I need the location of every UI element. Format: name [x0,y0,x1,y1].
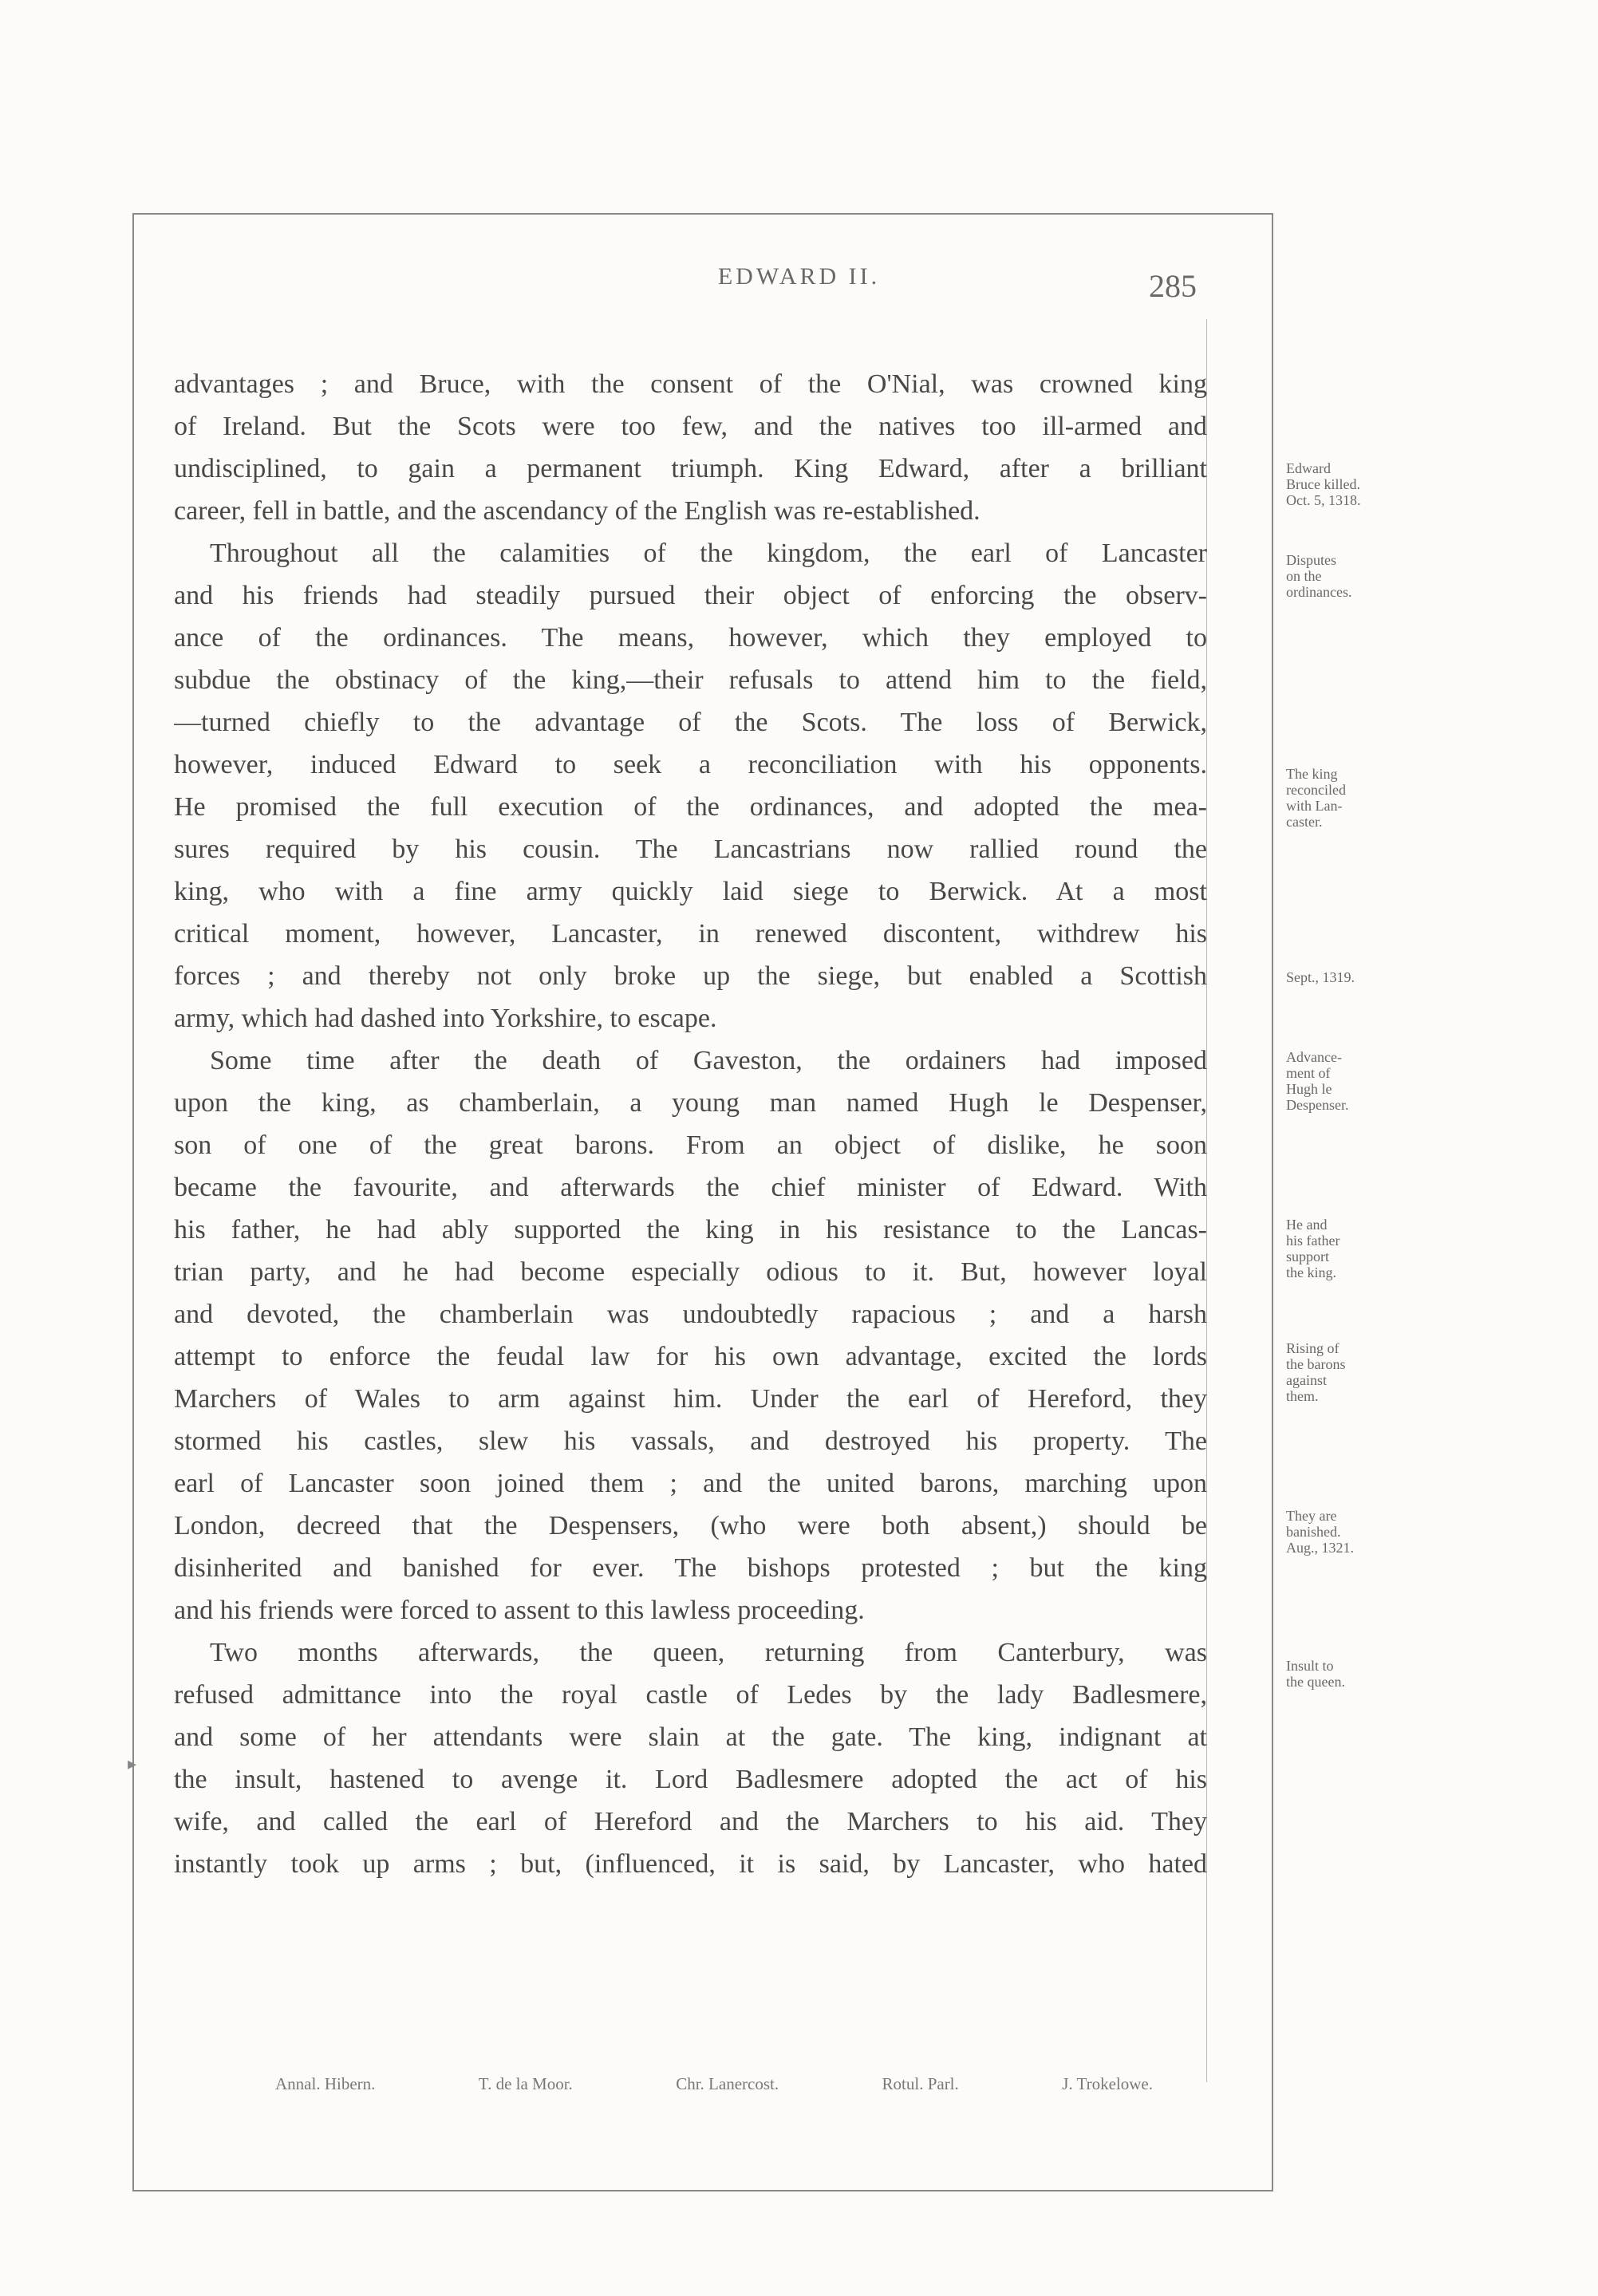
margin-note-line: The king [1286,766,1338,782]
text-line: attempt to enforce the feudal law for his own advantage, excited the lords [174,1342,1207,1371]
margin-note-line: his father [1286,1233,1340,1249]
margin-note-bruce-killed [1286,460,1430,508]
text-line: wife, and called the earl of Hereford and the Marchers to his aid. They [174,1807,1207,1836]
text-line: son of one of the great barons. From an object of dislike, he soon [174,1130,1207,1160]
text-line: and his friends had steadily pursued their object of enforcing the observ- [174,581,1207,610]
text-line: —turned chiefly to the advantage of the Scots. The loss of Berwick, [174,708,1207,737]
text-line: his father, he had ably supported the king in his resistance to the Lancas- [174,1215,1207,1245]
text-line: Throughout all the calamities of the kingdom, the earl of Lancaster [210,538,1207,568]
frame-rule-bottom [132,2190,1273,2191]
margin-note-line: Edward [1286,460,1331,476]
text-line: and his friends were forced to assent to this lawless proceeding. [174,1596,865,1625]
margin-note-line: Hugh le [1286,1081,1332,1097]
margin-note-line: on the [1286,568,1322,584]
margin-note-banished [1286,1508,1430,1556]
text-line: forces ; and thereby not only broke up the siege, but enabled a Scottish [174,961,1207,991]
margin-note-line: He and [1286,1217,1328,1233]
margin-note-support-king [1286,1217,1430,1280]
text-line: stormed his castles, slew his vassals, and destroyed his property. The [174,1426,1207,1456]
margin-note-line: against [1286,1372,1327,1388]
text-line: upon the king, as chamberlain, a young man named Hugh le Despenser, [174,1088,1207,1118]
text-line: undisciplined, to gain a permanent triumph. King Edward, after a brilliant [174,454,1207,483]
text-line: instantly took up arms ; but, (influenced, it is said, by Lancaster, who hated [174,1849,1207,1879]
margin-note-line: them. [1286,1388,1319,1404]
text-line: He promised the full execution of the ordinances, and adopted the mea- [174,792,1207,822]
text-line: however, induced Edward to seek a reconciliation with his opponents. [174,750,1207,779]
page-number: 285 [1149,268,1197,304]
text-line: sures required by his cousin. The Lancastrians now rallied round the [174,834,1207,864]
frame-rule-right [1272,213,1273,2191]
margin-note-line: They are [1286,1508,1337,1524]
source-ref: Rotul. Parl. [882,2074,959,2093]
text-line: and some of her attendants were slain at the gate. The king, indignant at [174,1722,1207,1752]
margin-note-despenser [1286,1049,1430,1113]
source-ref: J. Trokelowe. [1062,2074,1153,2093]
margin-note-line: Despenser. [1286,1097,1349,1113]
source-ref: T. de la Moor. [478,2074,573,2093]
margin-note-line: the king. [1286,1264,1336,1280]
source-ref: Annal. Hibern. [275,2074,376,2093]
text-line: Some time after the death of Gaveston, the ordainers had imposed [210,1046,1207,1075]
text-line: king, who with a fine army quickly laid siege to Berwick. At a most [174,877,1207,906]
margin-note-line: Insult to [1286,1658,1334,1674]
margin-note-line: the barons [1286,1356,1346,1372]
margin-note-line: caster. [1286,814,1323,830]
margin-note-insult-queen [1286,1658,1430,1690]
text-line: of Ireland. But the Scots were too few, and the natives too ill-armed and [174,412,1207,441]
text-line: critical moment, however, Lancaster, in renewed discontent, withdrew his [174,919,1207,949]
text-line: subdue the obstinacy of the king,—their refusals to attend him to the field, [174,665,1207,695]
margin-note-line: Oct. 5, 1318. [1286,492,1361,508]
text-line: advantages ; and Bruce, with the consent of the O'Nial, was crowned king [174,369,1207,399]
text-line: the insult, hastened to avenge it. Lord Badlesmere adopted the act of his [174,1765,1207,1794]
source-ref: Chr. Lanercost. [676,2074,779,2093]
margin-note-line: support [1286,1249,1329,1264]
margin-note-line: Advance- [1286,1049,1342,1065]
running-title: EDWARD II. [717,263,881,290]
margin-note-line: Bruce killed. [1286,476,1360,492]
margin-note-king-reconciled [1286,766,1430,830]
text-line: London, decreed that the Despensers, (who were both absent,) should be [174,1511,1207,1541]
text-line: ance of the ordinances. The means, however, which they employed to [174,623,1207,653]
printer-mark: ▸ [128,1754,137,1773]
margin-note-line: banished. [1286,1524,1341,1540]
margin-note-rising-barons [1286,1340,1430,1404]
text-line: army, which had dashed into Yorkshire, to escape. [174,1004,717,1033]
text-line: trian party, and he had become especially odious to it. But, however loyal [174,1257,1207,1287]
body-text [174,363,1207,1885]
text-line: Two months afterwards, the queen, returning from Canterbury, was [210,1638,1207,1667]
frame-rule-left [132,213,134,2191]
text-line: earl of Lancaster soon joined them ; and the united barons, marching upon [174,1469,1207,1498]
text-line: disinherited and banished for ever. The bishops protested ; but the king [174,1553,1207,1583]
margin-note-line: Rising of [1286,1340,1340,1356]
margin-note-line: Sept., 1319. [1286,969,1355,985]
margin-note-line: the queen. [1286,1674,1345,1690]
text-line: refused admittance into the royal castle of Ledes by the lady Badlesmere, [174,1680,1207,1710]
text-line: Marchers of Wales to arm against him. Under the earl of Hereford, they [174,1384,1207,1414]
margin-note-line: Aug., 1321. [1286,1540,1354,1556]
margin-note-line: with Lan- [1286,798,1343,814]
margin-note-line: ordinances. [1286,584,1352,600]
margin-note-line: ment of [1286,1065,1331,1081]
text-line: became the favourite, and afterwards the chief minister of Edward. With [174,1173,1207,1202]
margin-note-line: Disputes [1286,552,1336,568]
source-references [275,2074,1153,2094]
margin-note-sept-1319 [1286,969,1430,985]
text-line: career, fell in battle, and the ascendancy of the English was re-established. [174,496,981,526]
frame-rule-top [132,213,1273,215]
margin-note-line: reconciled [1286,782,1346,798]
margin-note-disputes [1286,552,1430,600]
text-line: and devoted, the chamberlain was undoubtedly rapacious ; and a harsh [174,1300,1207,1329]
